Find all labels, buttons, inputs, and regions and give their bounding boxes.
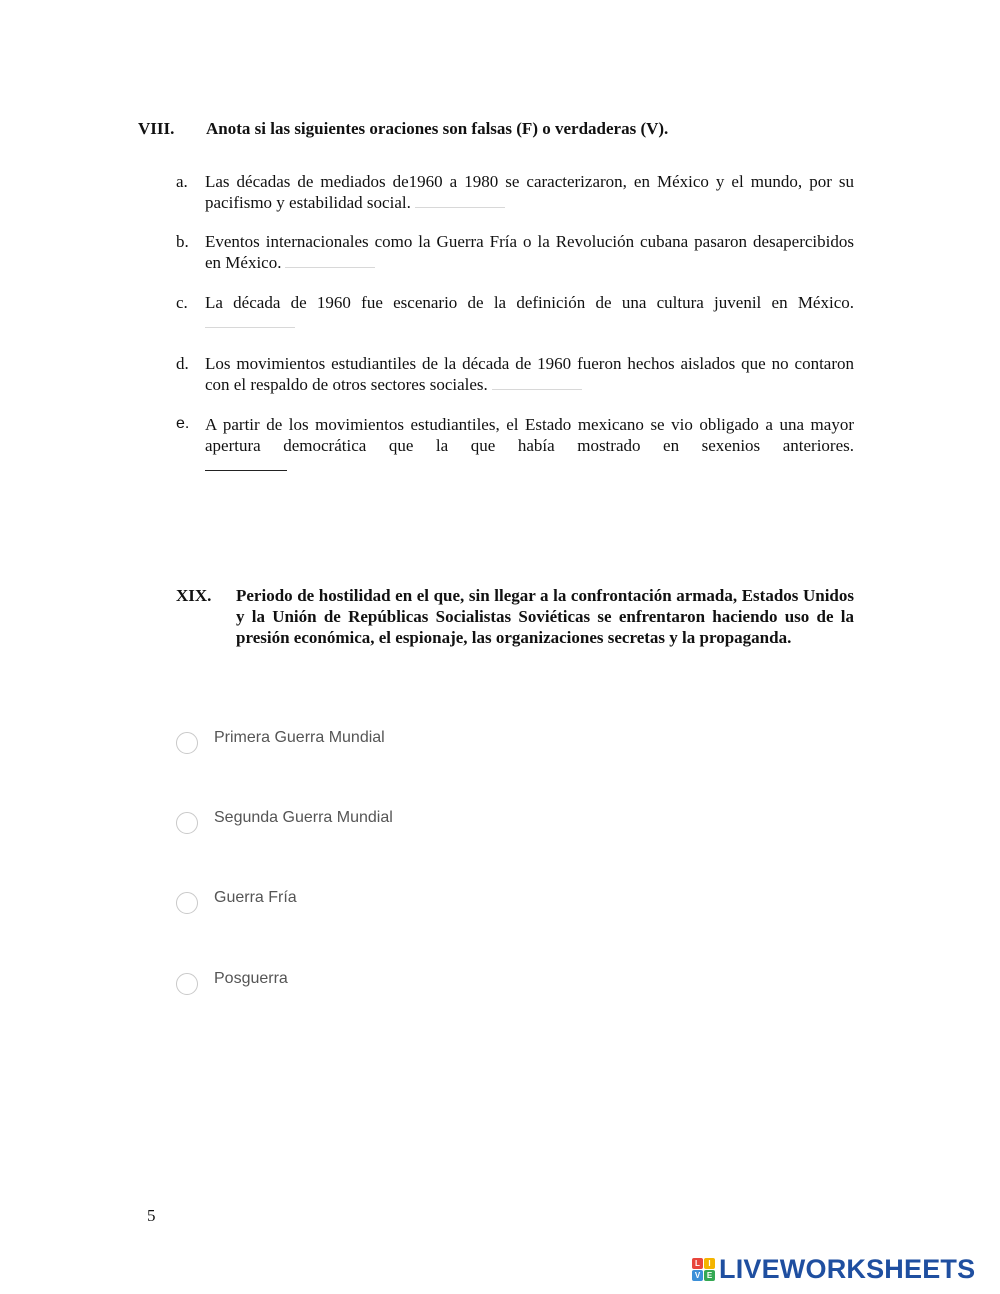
answer-blank-b[interactable] xyxy=(285,253,375,268)
logo-mark-icon: L I V E xyxy=(692,1258,716,1282)
statement-letter: b. xyxy=(176,232,189,251)
statement-text: Las décadas de mediados de1960 a 1980 se caracterizaron, en México y el mundo, por su pacifismo y estabilidad social. xyxy=(205,172,854,212)
option-label[interactable]: Segunda Guerra Mundial xyxy=(214,809,393,826)
statement-letter: c. xyxy=(176,293,188,312)
statement-text: A partir de los movimientos estudiantiles, el Estado mexicano se vio obligado a una mayor apertura democrática que la que había mostrado en sexenios anteriores. xyxy=(205,415,854,455)
option-segunda-guerra-mundial[interactable] xyxy=(176,807,576,833)
logo-text: LIVEWORKSHEETS xyxy=(719,1254,976,1284)
statement-letter: a. xyxy=(176,172,188,191)
statement-a xyxy=(176,171,854,213)
option-guerra-fria[interactable] xyxy=(176,887,576,913)
section-number: VIII. xyxy=(138,119,175,138)
answer-blank-a[interactable] xyxy=(415,193,505,208)
statement-e xyxy=(176,414,854,471)
section-viii-heading xyxy=(138,117,858,141)
option-label[interactable]: Primera Guerra Mundial xyxy=(214,729,385,746)
question-number: XIX. xyxy=(176,586,212,605)
option-label[interactable]: Posguerra xyxy=(214,970,288,987)
radio-button[interactable] xyxy=(176,812,198,834)
section-instruction: Anota si las siguientes oraciones son falsas (F) o verdaderas (V). xyxy=(206,119,669,138)
statement-b xyxy=(176,231,854,273)
statement-c xyxy=(176,292,854,328)
option-label[interactable]: Guerra Fría xyxy=(214,889,297,906)
radio-button[interactable] xyxy=(176,892,198,914)
answer-blank-d[interactable] xyxy=(492,375,582,390)
radio-button[interactable] xyxy=(176,732,198,754)
statement-text: Los movimientos estudiantiles de la década de 1960 fueron hechos aislados que no contaron con el respaldo de otros sectores sociales. xyxy=(205,354,854,394)
question-text: Periodo de hostilidad en el que, sin llegar a la confrontación armada, Estados Unidos y la Unión de Repúblicas Socialistas Soviéticas se enfrentaron haciendo uso de la presión económica, el espionaje, las organizaciones secretas y la propaganda. xyxy=(236,586,854,647)
liveworksheets-logo xyxy=(692,1255,992,1285)
statement-text: La década de 1960 fue escenario de la definición de una cultura juvenil en México. xyxy=(205,293,854,312)
option-primera-guerra-mundial[interactable] xyxy=(176,727,576,753)
statement-letter: d. xyxy=(176,354,189,373)
question-xix xyxy=(176,585,854,648)
option-posguerra[interactable] xyxy=(176,968,576,994)
statement-letter: e. xyxy=(176,415,190,432)
page-number: 5 xyxy=(147,1206,156,1225)
statement-d xyxy=(176,353,854,395)
radio-button[interactable] xyxy=(176,973,198,995)
answer-blank-c[interactable] xyxy=(205,313,295,328)
answer-blank-e[interactable] xyxy=(205,456,287,471)
statement-text: Eventos internacionales como la Guerra Fría o la Revolución cubana pasaron desapercibidos en México. xyxy=(205,232,854,272)
